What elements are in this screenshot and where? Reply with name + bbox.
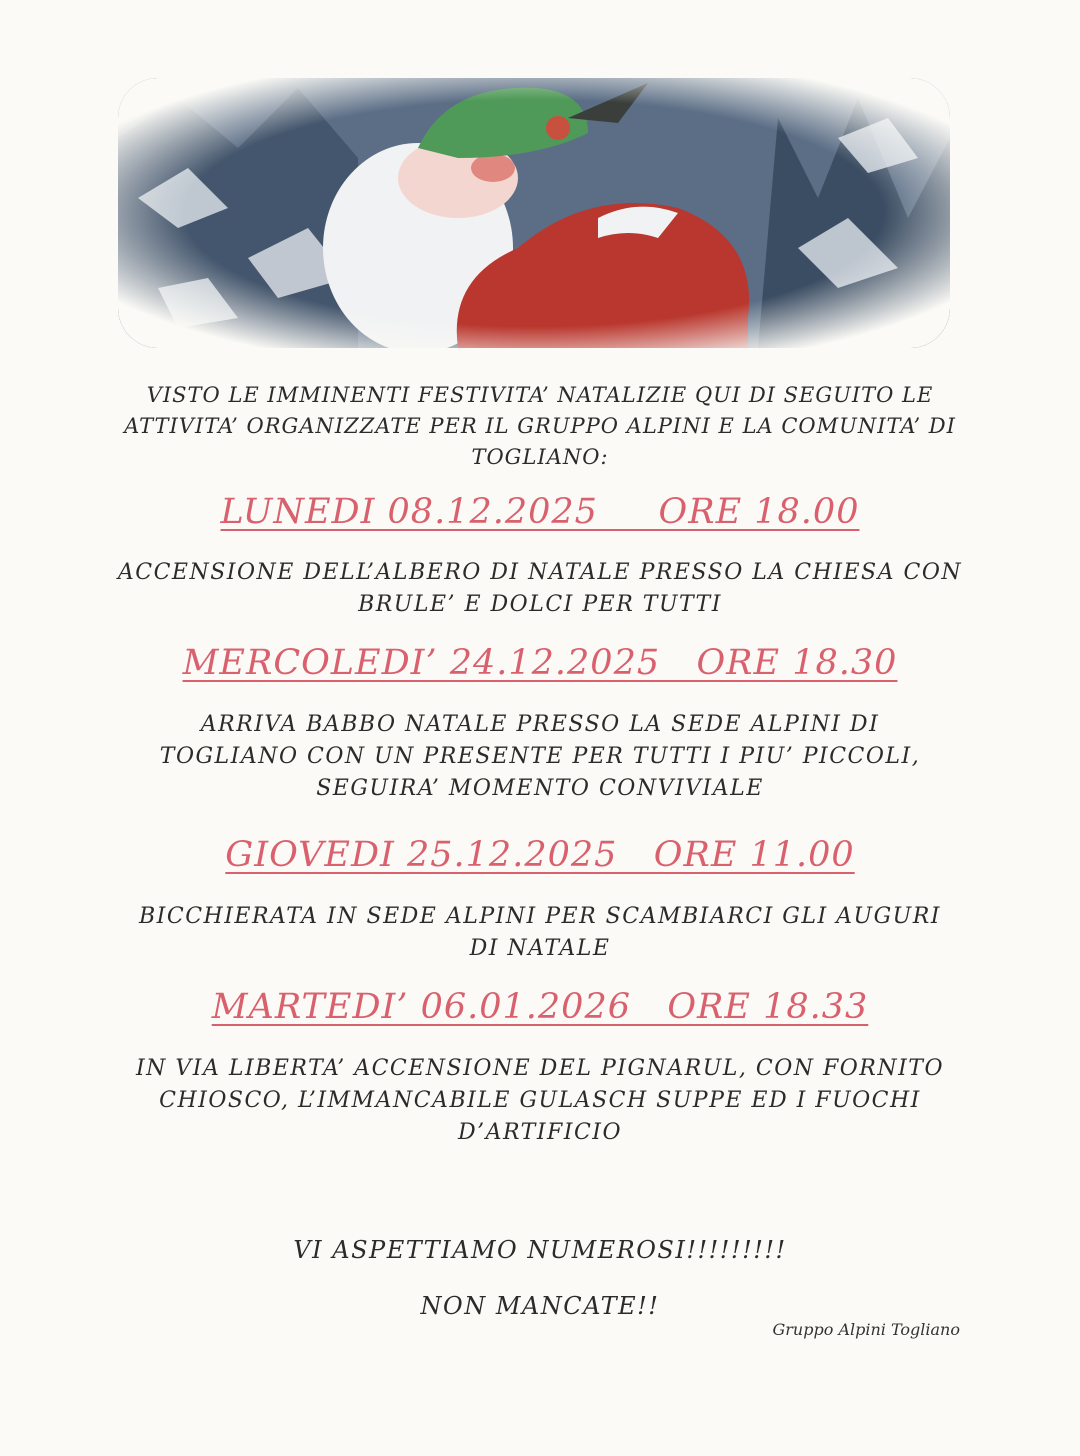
santa-alpine-hat-illustration bbox=[118, 78, 950, 348]
closing-line-1: VI ASPETTIAMO NUMEROSI!!!!!!!!! bbox=[293, 1236, 787, 1264]
event-description-1: ACCENSIONE DELL’ALBERO DI NATALE PRESSO LA CHIESA CON BRULE’ E DOLCI PER TUTTI bbox=[117, 560, 963, 617]
event-heading-4: MARTEDI’ 06.01.2026 ORE 18.33 bbox=[211, 987, 869, 1027]
event-description-2: ARRIVA BABBO NATALE PRESSO LA SEDE ALPINI DI TOGLIANO CON UN PRESENTE PER TUTTI I PIU’ PICCOLI, SEGUIRA’ MOMENTO CONVIVIALE bbox=[159, 712, 921, 801]
closing-line-2: NON MANCATE!! bbox=[420, 1292, 660, 1320]
event-heading-2: MERCOLEDI’ 24.12.2025 ORE 18.30 bbox=[182, 643, 898, 683]
event-description-3: BICCHIERATA IN SEDE ALPINI PER SCAMBIARCI GLI AUGURI DI NATALE bbox=[139, 904, 941, 961]
event-description-4: IN VIA LIBERTA’ ACCENSIONE DEL PIGNARUL, CON FORNITO CHIOSCO, L’IMMANCABILE GULASCH SUPPE ED I FUOCHI D’ARTIFICIO bbox=[135, 1056, 944, 1145]
event-heading-3: GIOVEDI 25.12.2025 ORE 11.00 bbox=[225, 835, 855, 875]
signature: Gruppo Alpini Togliano bbox=[772, 1320, 960, 1339]
event-heading-1: LUNEDI 08.12.2025 ORE 18.00 bbox=[220, 492, 860, 532]
intro-text: VISTO LE IMMINENTI FESTIVITA’ NATALIZIE QUI DI SEGUITO LE ATTIVITA’ ORGANIZZATE PER IL GRUPPO ALPINI E LA COMUNITA’ DI TOGLIANO: bbox=[124, 383, 956, 469]
